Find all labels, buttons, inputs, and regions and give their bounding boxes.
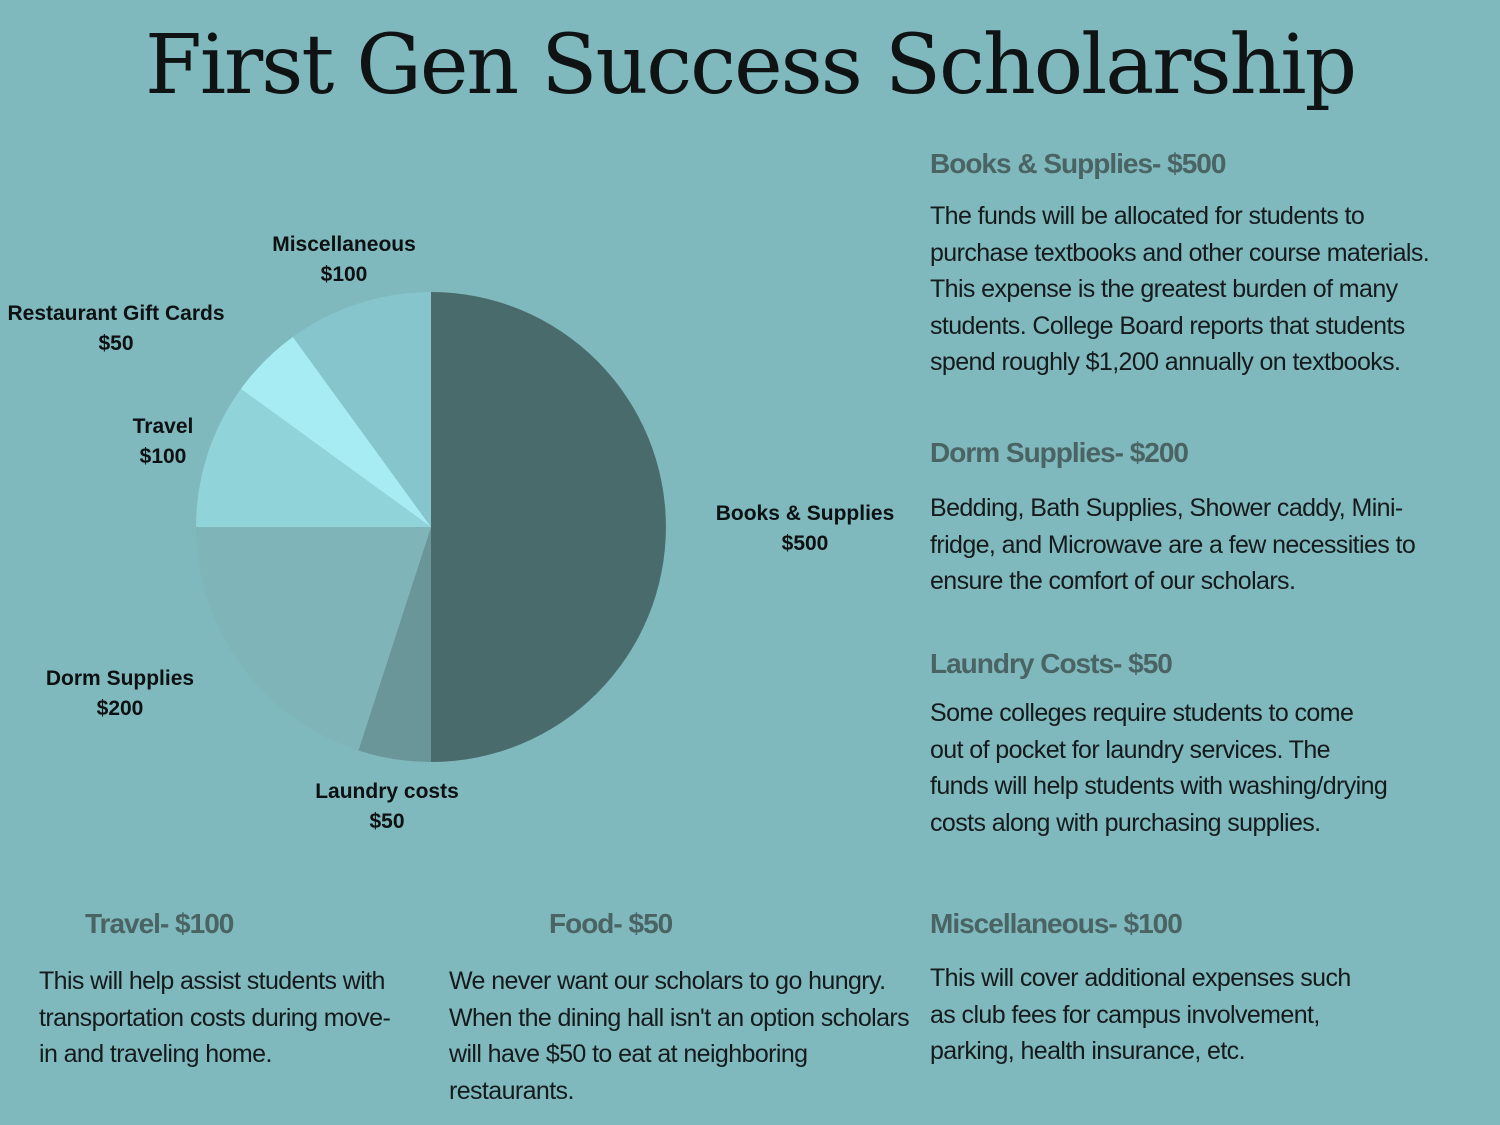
slice-label-restaurant-name: Restaurant Gift Cards: [7, 302, 225, 325]
books-heading: Books & Supplies- $500: [930, 148, 1226, 179]
slice-label-dorm-name: Dorm Supplies: [45, 667, 195, 690]
slice-label-dorm: [20, 664, 220, 724]
slice-label-dorm-value: $200: [96, 697, 144, 720]
slice-label-travel: [103, 412, 223, 472]
slice-label-laundry-name: Laundry costs: [315, 780, 459, 803]
food-heading: Food- $50: [549, 908, 673, 939]
laundry-text: Some colleges require students to come out of pocket for laundry services. The funds will help students with washing/drying costs along with purchasing supplies.: [930, 699, 1388, 837]
slice-label-misc: [244, 230, 444, 290]
laundry-heading: Laundry Costs- $50: [930, 648, 1172, 679]
slice-label-restaurant-value: $50: [98, 332, 134, 355]
slice-label-books-value: $500: [781, 532, 829, 555]
slice-label-books: [700, 499, 910, 559]
page-title: First Gen Success Scholarship: [144, 18, 1356, 113]
slice-label-travel-value: $100: [139, 445, 187, 468]
slice-label-restaurant: [0, 299, 232, 359]
dorm-heading: Dorm Supplies- $200: [930, 437, 1188, 468]
slice-label-laundry-value: $50: [369, 810, 405, 833]
slice-label-laundry: [287, 777, 487, 837]
pie-slice-books: [431, 292, 666, 762]
slice-label-misc-name: Miscellaneous: [272, 233, 416, 256]
slice-label-books-name: Books & Supplies: [715, 502, 895, 525]
food-text: We never want our scholars to go hungry. When the dining hall isn't an option scholars will have $50 to eat at neighboring restaurants.: [449, 967, 910, 1105]
books-text: The funds will be allocated for students to purchase textbooks and other course materials. This expense is the greatest burden of many students. College Board reports that students spend roughly $1,200 annually on textbooks.: [930, 202, 1430, 376]
misc-heading: Miscellaneous- $100: [930, 908, 1182, 939]
dorm-text: Bedding, Bath Supplies, Shower caddy, Mini-fridge, and Microwave are a few necessities to ensure the comfort of our scholars.: [930, 494, 1416, 595]
misc-text: This will cover additional expenses such as club fees for campus involvement, parking, health insurance, etc.: [930, 964, 1351, 1065]
travel-text: This will help assist students with transportation costs during move-in and traveling home.: [39, 967, 391, 1068]
travel-heading: Travel- $100: [85, 908, 234, 939]
slice-label-travel-name: Travel: [132, 415, 194, 438]
slice-label-misc-value: $100: [320, 263, 368, 286]
